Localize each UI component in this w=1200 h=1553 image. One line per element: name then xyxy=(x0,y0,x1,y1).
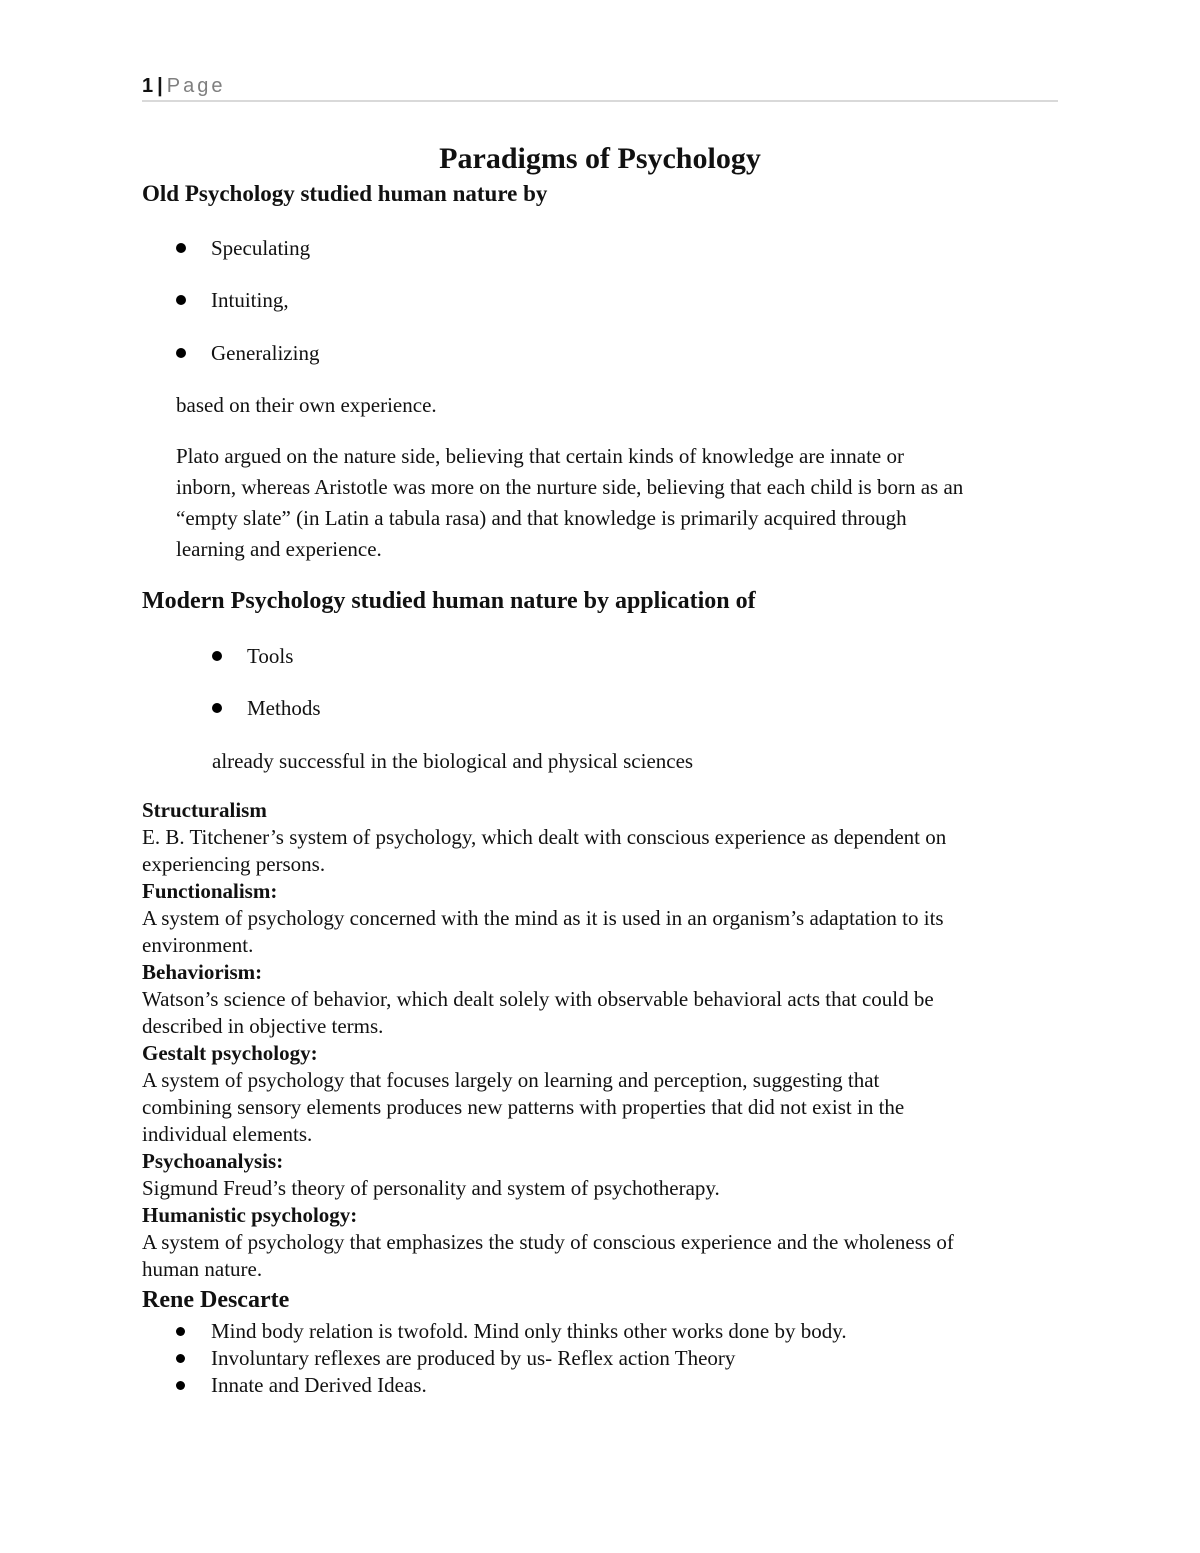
descartes-heading: Rene Descarte xyxy=(142,1287,290,1313)
bullet-icon xyxy=(212,651,222,661)
school-description-line: A system of psychology that emphasizes the study of conscious experience and the wholeness of xyxy=(142,1230,954,1254)
bullet-icon xyxy=(176,1354,185,1363)
list-item-text: Intuiting, xyxy=(211,288,289,312)
bullet-icon xyxy=(176,1327,185,1336)
paragraph-line: learning and experience. xyxy=(176,537,382,561)
school-description-line: E. B. Titchener’s system of psychology, which dealt with conscious experience as dependent on xyxy=(142,825,947,849)
school-term: Behaviorism: xyxy=(142,960,263,984)
bullet-icon xyxy=(212,703,222,713)
old-psychology-note: based on their own experience. xyxy=(176,393,437,417)
bullet-icon xyxy=(176,295,186,305)
school-description-line: Sigmund Freud’s theory of personality and system of psychotherapy. xyxy=(142,1176,720,1200)
list-item-text: Generalizing xyxy=(211,341,320,365)
school-description-line: described in objective terms. xyxy=(142,1014,384,1038)
list-item-text: Speculating xyxy=(211,236,311,260)
list-item xyxy=(211,340,319,366)
list-item-text: Involuntary reflexes are produced by us- Reflex action Theory xyxy=(211,1346,736,1370)
page-number: 1 xyxy=(142,75,154,97)
list-item xyxy=(0,1372,1200,1399)
list-item-text: Mind body relation is twofold. Mind only thinks other works done by body. xyxy=(211,1319,847,1343)
school-description-line: combining sensory elements produces new patterns with properties that did not exist in the xyxy=(142,1095,905,1119)
school-description-line: Watson’s science of behavior, which dealt solely with observable behavioral acts that could be xyxy=(142,987,934,1011)
bullet-icon xyxy=(176,1381,185,1390)
school-description-line: human nature. xyxy=(142,1257,263,1281)
modern-psychology-heading: Modern Psychology studied human nature by application of xyxy=(142,588,756,614)
school-description-line: experiencing persons. xyxy=(142,852,326,876)
page-label: Page xyxy=(166,75,226,97)
list-item xyxy=(247,695,321,721)
school-term: Psychoanalysis: xyxy=(142,1149,284,1173)
paragraph-line: inborn, whereas Aristotle was more on the nurture side, believing that each child is born as an xyxy=(176,475,964,499)
list-item-text: Methods xyxy=(247,696,321,720)
paragraph-line: “empty slate” (in Latin a tabula rasa) and that knowledge is primarily acquired through xyxy=(176,506,907,530)
school-term: Functionalism: xyxy=(142,879,278,903)
school-term: Structuralism xyxy=(142,798,267,822)
list-item xyxy=(0,1318,1200,1345)
list-item xyxy=(0,1345,1200,1372)
list-item xyxy=(247,643,293,669)
school-term: Gestalt psychology: xyxy=(142,1041,318,1065)
list-item-text: Innate and Derived Ideas. xyxy=(211,1373,427,1397)
plato-paragraph xyxy=(176,441,1076,565)
schools-list xyxy=(142,797,1062,1283)
page-header xyxy=(142,74,1058,98)
list-item xyxy=(211,287,289,313)
document-title: Paradigms of Psychology xyxy=(439,142,761,175)
school-description-line: individual elements. xyxy=(142,1122,313,1146)
school-description-line: A system of psychology concerned with the mind as it is used in an organism’s adaptation to its xyxy=(142,906,944,930)
bullet-icon xyxy=(176,243,186,253)
list-item xyxy=(211,235,310,261)
school-term: Humanistic psychology: xyxy=(142,1203,358,1227)
list-item-text: Tools xyxy=(247,644,294,668)
paragraph-line: Plato argued on the nature side, believing that certain kinds of knowledge are innate or xyxy=(176,444,904,468)
header-separator: | xyxy=(157,75,163,97)
school-description-line: environment. xyxy=(142,933,254,957)
school-description-line: A system of psychology that focuses largely on learning and perception, suggesting that xyxy=(142,1068,880,1092)
header-divider xyxy=(142,100,1058,102)
old-psychology-heading: Old Psychology studied human nature by xyxy=(142,181,548,206)
bullet-icon xyxy=(176,348,186,358)
modern-psychology-note: already successful in the biological and physical sciences xyxy=(212,749,694,773)
descartes-list xyxy=(0,1318,1200,1399)
